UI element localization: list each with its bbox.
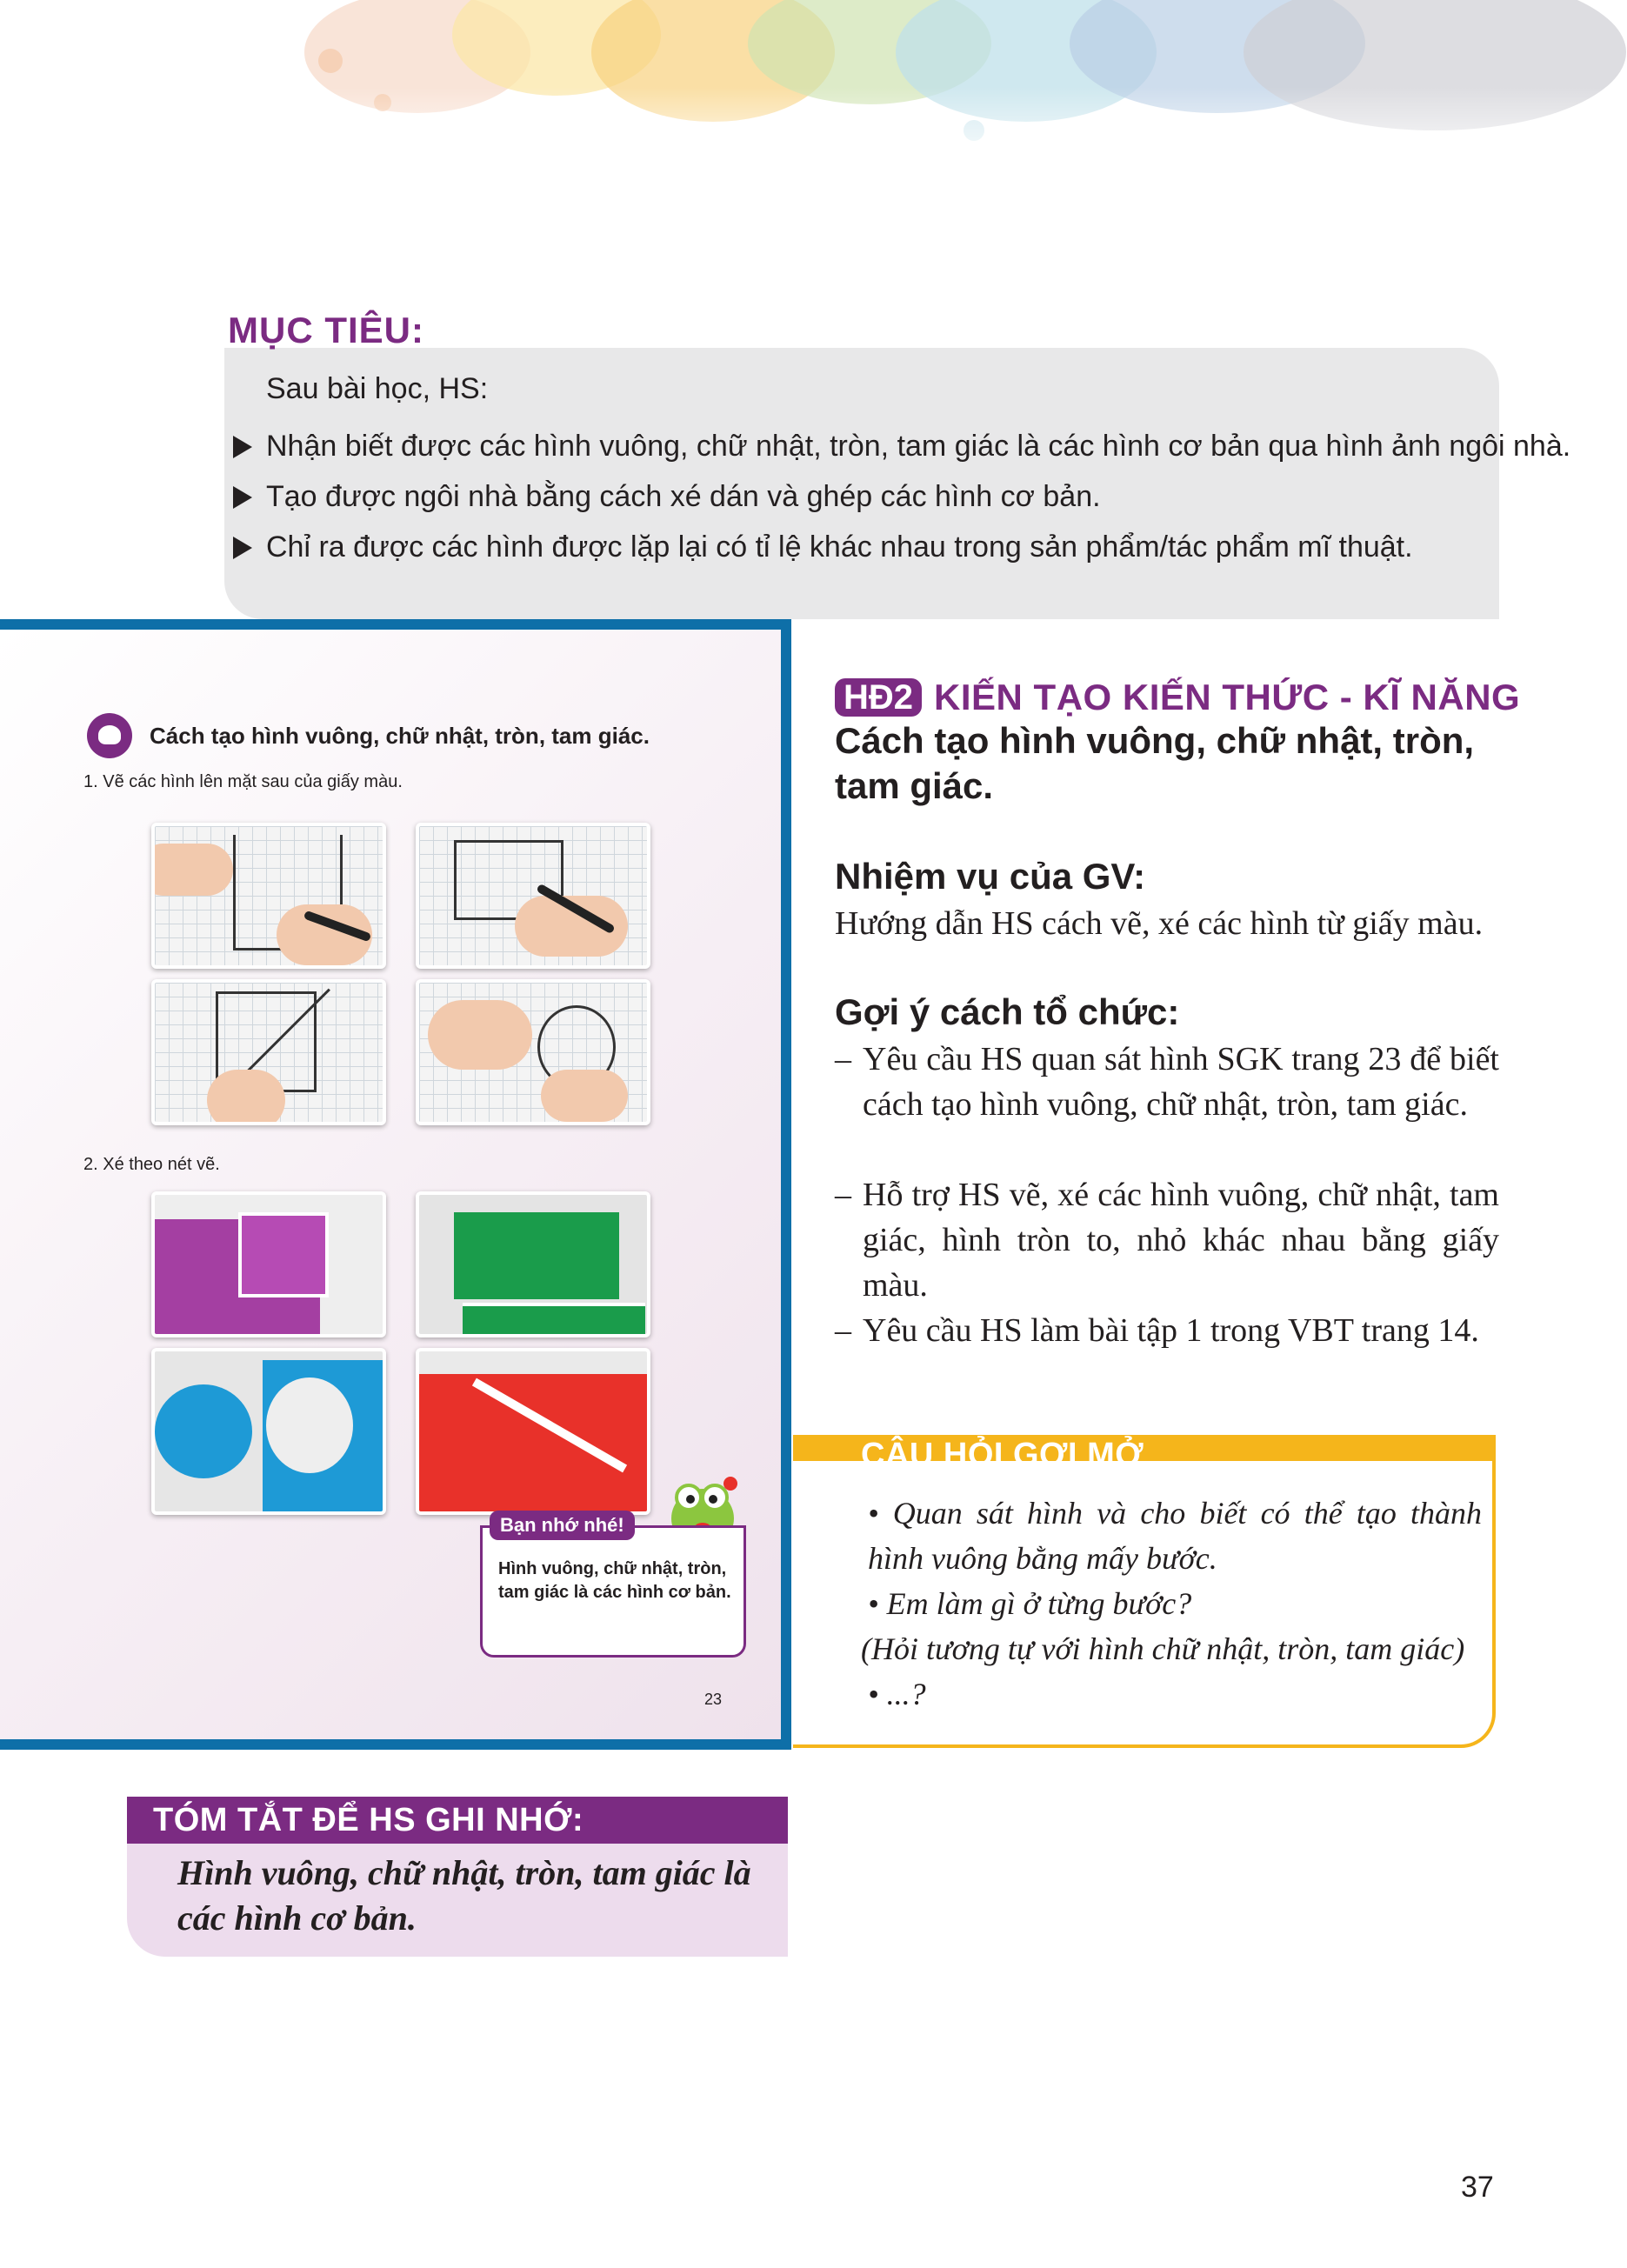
objective-item [233,430,1570,464]
textbook-step-1: 1. Vẽ các hình lên mặt sau của giấy màu. [83,772,403,791]
hints-heading: Gợi ý cách tổ chức: [835,991,1180,1032]
objectives-title: MỤC TIÊU: [228,310,424,350]
objective-text: Tạo được ngôi nhà bằng cách xé dán và ghép các hình cơ bản. [266,480,1101,513]
activity-header [835,677,1520,718]
question-2: • Em làm gì ở từng bước? [868,1586,1192,1621]
hint-text: Yêu cầu HS làm bài tập 1 trong VBT trang 14. [863,1312,1479,1349]
objective-text: Chỉ ra được các hình được lặp lại có tỉ lệ khác nhau trong sản phẩm/tác phẩm mĩ thuật. [266,530,1413,564]
teacher-task-text: Hướng dẫn HS cách vẽ, xé các hình từ giấy màu. [835,905,1484,942]
hint-text: Yêu cầu HS quan sát hình SGK trang 23 để biết cách tạo hình vuông, chữ nhật, tròn, tam giác. [863,1041,1499,1123]
photo-drawing-square [151,823,386,969]
objectives-intro: Sau bài học, HS: [266,372,489,405]
remember-text: Hình vuông, chữ nhật, tròn, tam giác là các hình cơ bản. [498,1559,731,1602]
textbook-page-number: 23 [704,1691,723,1708]
question-3: • ...? [868,1677,926,1711]
question-1: • Quan sát hình và cho biết có thể tạo thành hình vuông bằng mấy bước. [868,1496,1482,1576]
hint-text: Hỗ trợ HS vẽ, xé các hình vuông, chữ nhật, tam giác, hình tròn to, nhỏ khác nhau bằng giấy màu. [863,1177,1499,1304]
objective-item [233,530,1413,564]
question-note: (Hỏi tương tự với hình chữ nhật, tròn, tam giác) [861,1631,1465,1666]
bullet-triangle-icon [233,537,252,559]
photo-torn-green-paper [416,1191,650,1337]
textbook-step-2: 2. Xé theo nét vẽ. [83,1155,220,1174]
photo-drawing-circle [416,979,650,1125]
photo-torn-purple-paper [151,1191,386,1337]
textbook-page-image [0,619,791,1750]
remember-note [480,1514,746,1658]
activity-subtitle: Cách tạo hình vuông, chữ nhật, tròn, tam giác. [835,720,1475,806]
hint-item: – Yêu cầu HS quan sát hình SGK trang 23 để biết cách tạo hình vuông, chữ nhật, tròn, tam giác. [835,1037,1499,1127]
open-questions-title: CÂU HỎI GỢI MỞ [861,1437,1144,1473]
remember-tag: Bạn nhớ nhé! [490,1511,635,1540]
summary-title: TÓM TẮT ĐỂ HS GHI NHỚ: [153,1802,584,1838]
bullet-triangle-icon [233,436,252,458]
activity-title: KIẾN TẠO KIẾN THỨC - KĨ NĂNG [934,677,1521,717]
textbook-heading-row [87,713,650,758]
bullet-triangle-icon [233,486,252,509]
photo-torn-blue-circle [151,1348,386,1515]
activity-badge: HĐ2 [835,678,922,717]
photo-torn-red-triangle [416,1348,650,1515]
teacher-task-heading: Nhiệm vụ của GV: [835,856,1146,897]
photo-drawing-rectangle [416,823,650,969]
objective-item [233,480,1101,514]
hint-item: – Hỗ trợ HS vẽ, xé các hình vuông, chữ nhật, tam giác, hình tròn to, nhỏ khác nhau bằng giấy màu. [835,1172,1499,1308]
textbook-heading: Cách tạo hình vuông, chữ nhật, tròn, tam giác. [150,722,650,749]
paint-splash-banner [0,0,1627,174]
photo-drawing-triangle [151,979,386,1125]
objective-text: Nhận biết được các hình vuông, chữ nhật, tròn, tam giác là các hình cơ bản qua hình ảnh ngôi nhà. [266,430,1571,463]
page-number: 37 [1461,2171,1494,2204]
hint-item: – Yêu cầu HS làm bài tập 1 trong VBT trang 14. [835,1308,1499,1353]
summary-text: Hình vuông, chữ nhật, tròn, tam giác là các hình cơ bản. [177,1853,751,1938]
cloud-bubble-icon [87,713,132,758]
